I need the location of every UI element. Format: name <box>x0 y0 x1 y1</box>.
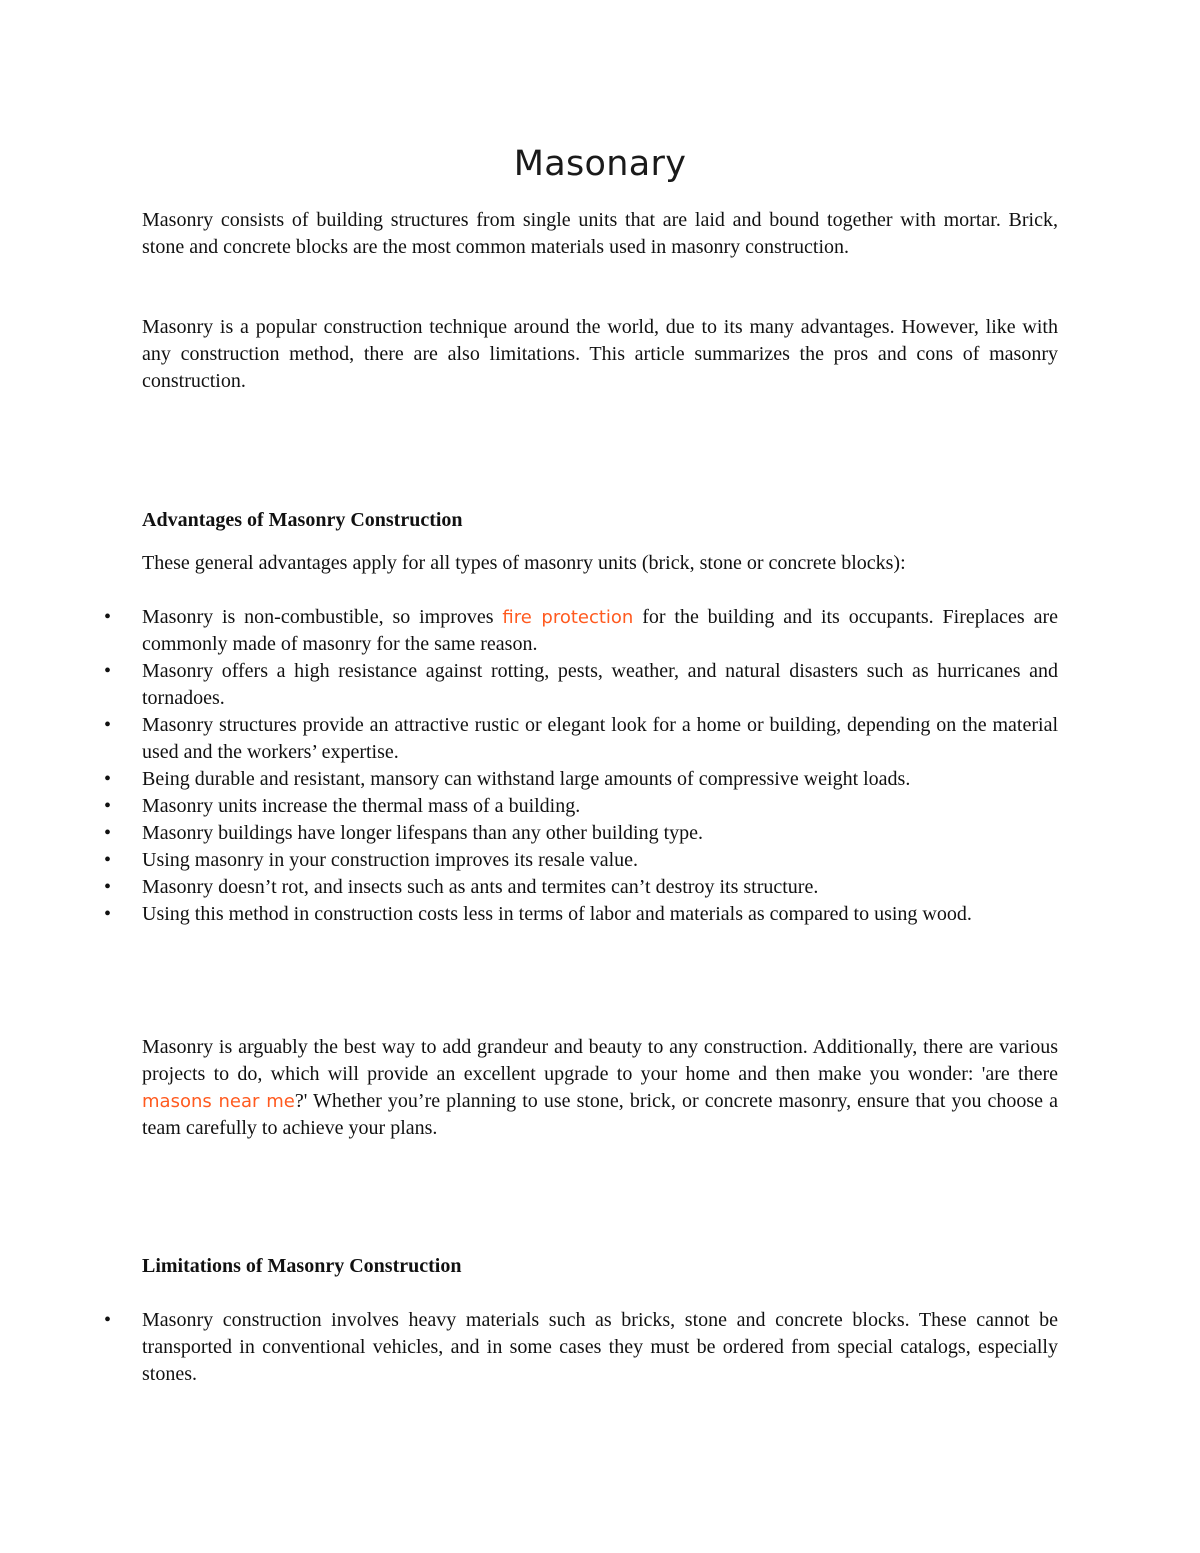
list-item: • Being durable and resistant, mansory can withstand large amounts of compressive weight loads. <box>142 766 1058 793</box>
advantages-list <box>142 604 1058 928</box>
intro-paragraph-2: Masonry is a popular construction technique around the world, due to its many advantages. However, like with any construction method, there are also limitations. This article summarizes the pros and cons of masonry construction. <box>142 316 1058 392</box>
intro-paragraph-1: Masonry consists of building structures from single units that are laid and bound together with mortar. Brick, stone and concrete blocks are the most common materials used in masonry construction. <box>142 209 1058 258</box>
list-item: • Masonry buildings have longer lifespans than any other building type. <box>142 820 1058 847</box>
fire-protection-link[interactable]: fire protection <box>502 607 634 628</box>
limitations-heading: Limitations of Masonry Construction <box>142 1255 462 1277</box>
grandeur-paragraph <box>142 1034 1058 1142</box>
list-item: • Masonry units increase the thermal mass of a building. <box>142 793 1058 820</box>
list-item-text: Masonry is non-combustible, so improves <box>142 606 503 628</box>
list-item-text: for the building and its occupants. Fireplaces are commonly made of masonry for the same reason. <box>142 606 1058 655</box>
advantages-lead: These general advantages apply for all types of masonry units (brick, stone or concrete blocks): <box>142 552 906 574</box>
grandeur-text: Masonry is arguably the best way to add grandeur and beauty to any construction. Additionally, there are various projects to do, which will provide an excellent upgrade to your home and then make you wonder: 'are there <box>142 1036 1058 1085</box>
list-item: • Masonry doesn’t rot, and insects such as ants and termites can’t destroy its structure. <box>142 874 1058 901</box>
list-item: • Masonry offers a high resistance against rotting, pests, weather, and natural disasters such as hurricanes and tornadoes. <box>142 658 1058 712</box>
document-title: Masonary <box>513 144 687 184</box>
list-item: • Using this method in construction costs less in terms of labor and materials as compared to using wood. <box>142 901 1058 928</box>
list-item: • Masonry structures provide an attractive rustic or elegant look for a home or building, depending on the material used and the workers’ expertise. <box>142 712 1058 766</box>
list-item <box>142 604 1058 658</box>
masons-near-me-link[interactable]: masons near me <box>142 1091 295 1112</box>
list-item: • Using masonry in your construction improves its resale value. <box>142 847 1058 874</box>
list-item: • Masonry construction involves heavy materials such as bricks, stone and concrete blocks. These cannot be transported in conventional vehicles, and in some cases they must be ordered from special catalogs, especially stones. <box>142 1307 1058 1388</box>
advantages-heading: Advantages of Masonry Construction <box>142 509 463 531</box>
grandeur-text: ?' Whether you’re planning to use stone, brick, or concrete masonry, ensure that you choose a team carefully to achieve your plans. <box>142 1090 1058 1139</box>
limitations-list <box>142 1307 1058 1388</box>
